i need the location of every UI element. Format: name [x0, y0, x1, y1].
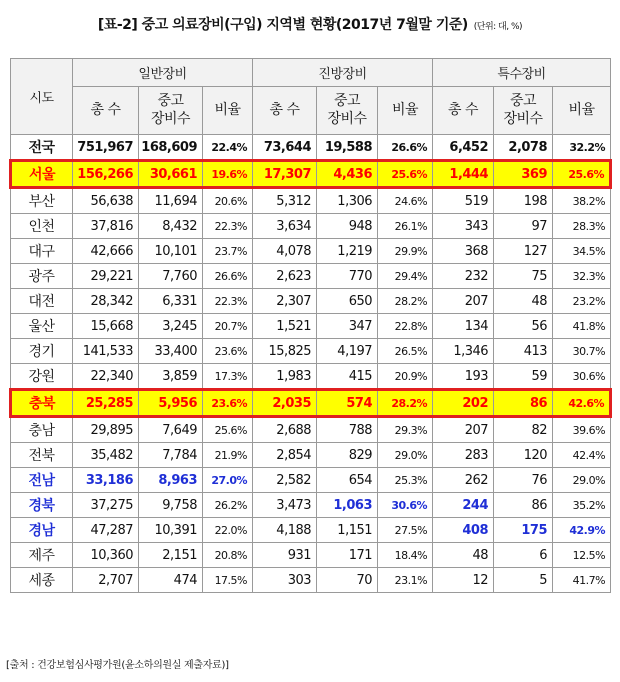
value-cell: 41.8%: [553, 314, 611, 339]
value-cell: 7,760: [139, 264, 203, 289]
value-cell: 27.5%: [378, 518, 433, 543]
value-cell: 156,266: [73, 161, 139, 188]
value-cell: 24.6%: [378, 188, 433, 214]
value-cell: 28.2%: [378, 390, 433, 417]
value-cell: 7,784: [139, 443, 203, 468]
region-cell: 대전: [11, 289, 73, 314]
source-note: [출처 : 건강보험심사평가원(윤소하의원실 제출자료)]: [6, 660, 229, 671]
table-row: [11, 239, 611, 264]
value-cell: 262: [433, 468, 494, 493]
header-sub-used: 중고 장비수: [317, 87, 378, 135]
value-cell: 26.6%: [203, 264, 253, 289]
table-row: [11, 390, 611, 417]
table-row: [11, 417, 611, 443]
value-cell: 20.6%: [203, 188, 253, 214]
table-row: [11, 289, 611, 314]
header-sub-total: 총 수: [433, 87, 494, 135]
value-cell: 23.1%: [378, 568, 433, 593]
value-cell: 369: [494, 161, 553, 188]
value-cell: 7,649: [139, 417, 203, 443]
value-cell: 3,473: [253, 493, 317, 518]
region-cell: 전북: [11, 443, 73, 468]
value-cell: 42.4%: [553, 443, 611, 468]
value-cell: 38.2%: [553, 188, 611, 214]
value-cell: 39.6%: [553, 417, 611, 443]
value-cell: 8,432: [139, 214, 203, 239]
value-cell: 19,588: [317, 135, 378, 161]
value-cell: 20.7%: [203, 314, 253, 339]
value-cell: 29.3%: [378, 417, 433, 443]
region-cell: 울산: [11, 314, 73, 339]
value-cell: 56,638: [73, 188, 139, 214]
value-cell: 25.3%: [378, 468, 433, 493]
header-sub-total: 총 수: [253, 87, 317, 135]
table-row: [11, 264, 611, 289]
value-cell: 175: [494, 518, 553, 543]
value-cell: 30.6%: [378, 493, 433, 518]
value-cell: 28.2%: [378, 289, 433, 314]
value-cell: 8,963: [139, 468, 203, 493]
value-cell: 70: [317, 568, 378, 593]
value-cell: 10,360: [73, 543, 139, 568]
value-cell: 22.3%: [203, 289, 253, 314]
value-cell: 86: [494, 390, 553, 417]
value-cell: 408: [433, 518, 494, 543]
value-cell: 343: [433, 214, 494, 239]
value-cell: 207: [433, 417, 494, 443]
table-row: [11, 443, 611, 468]
value-cell: 21.9%: [203, 443, 253, 468]
value-cell: 2,623: [253, 264, 317, 289]
value-cell: 2,688: [253, 417, 317, 443]
value-cell: 12: [433, 568, 494, 593]
table-row: [11, 468, 611, 493]
header-sub-ratio: 비율: [553, 87, 611, 135]
value-cell: 654: [317, 468, 378, 493]
value-cell: 1,444: [433, 161, 494, 188]
value-cell: 2,707: [73, 568, 139, 593]
value-cell: 207: [433, 289, 494, 314]
value-cell: 28,342: [73, 289, 139, 314]
value-cell: 6: [494, 543, 553, 568]
value-cell: 15,668: [73, 314, 139, 339]
value-cell: 283: [433, 443, 494, 468]
value-cell: 41.7%: [553, 568, 611, 593]
value-cell: 20.9%: [378, 364, 433, 390]
value-cell: 35,482: [73, 443, 139, 468]
table-title: [0, 14, 620, 34]
value-cell: 415: [317, 364, 378, 390]
header-group-general: 일반장비: [73, 59, 253, 87]
value-cell: 27.0%: [203, 468, 253, 493]
value-cell: 4,188: [253, 518, 317, 543]
value-cell: 18.4%: [378, 543, 433, 568]
value-cell: 23.6%: [203, 339, 253, 364]
value-cell: 37,816: [73, 214, 139, 239]
value-cell: 1,219: [317, 239, 378, 264]
value-cell: 303: [253, 568, 317, 593]
value-cell: 574: [317, 390, 378, 417]
value-cell: 29.0%: [553, 468, 611, 493]
value-cell: 26.6%: [378, 135, 433, 161]
value-cell: 2,078: [494, 135, 553, 161]
value-cell: 413: [494, 339, 553, 364]
header-sub-total: 총 수: [73, 87, 139, 135]
value-cell: 17,307: [253, 161, 317, 188]
table-row: [11, 518, 611, 543]
value-cell: 75: [494, 264, 553, 289]
value-cell: 1,346: [433, 339, 494, 364]
header-sub-used: 중고 장비수: [139, 87, 203, 135]
region-cell: 전국: [11, 135, 73, 161]
title-text: [표-2] 중고 의료장비(구입) 지역별 현황(2017년 7월말 기준): [97, 17, 468, 33]
table-row: [11, 493, 611, 518]
value-cell: 86: [494, 493, 553, 518]
equipment-table: [9, 58, 612, 593]
value-cell: 17.3%: [203, 364, 253, 390]
value-cell: 2,035: [253, 390, 317, 417]
value-cell: 3,859: [139, 364, 203, 390]
region-cell: 대구: [11, 239, 73, 264]
table-row: [11, 214, 611, 239]
value-cell: 97: [494, 214, 553, 239]
value-cell: 1,521: [253, 314, 317, 339]
value-cell: 76: [494, 468, 553, 493]
value-cell: 32.3%: [553, 264, 611, 289]
value-cell: 29.0%: [378, 443, 433, 468]
value-cell: 48: [433, 543, 494, 568]
value-cell: 19.6%: [203, 161, 253, 188]
unit-note: (단위: 대, %): [473, 22, 523, 32]
value-cell: 120: [494, 443, 553, 468]
value-cell: 25,285: [73, 390, 139, 417]
value-cell: 12.5%: [553, 543, 611, 568]
value-cell: 9,758: [139, 493, 203, 518]
value-cell: 25.6%: [553, 161, 611, 188]
value-cell: 29.9%: [378, 239, 433, 264]
value-cell: 20.8%: [203, 543, 253, 568]
header-sub-ratio: 비율: [203, 87, 253, 135]
value-cell: 347: [317, 314, 378, 339]
value-cell: 4,197: [317, 339, 378, 364]
value-cell: 22.8%: [378, 314, 433, 339]
value-cell: 1,151: [317, 518, 378, 543]
value-cell: 59: [494, 364, 553, 390]
header-sido: 시도: [11, 59, 73, 135]
value-cell: 168,609: [139, 135, 203, 161]
table-row: [11, 568, 611, 593]
value-cell: 6,452: [433, 135, 494, 161]
value-cell: 22.4%: [203, 135, 253, 161]
value-cell: 134: [433, 314, 494, 339]
region-cell: 부산: [11, 188, 73, 214]
value-cell: 22,340: [73, 364, 139, 390]
value-cell: 17.5%: [203, 568, 253, 593]
value-cell: 5: [494, 568, 553, 593]
value-cell: 15,825: [253, 339, 317, 364]
table-row: [11, 135, 611, 161]
value-cell: 32.2%: [553, 135, 611, 161]
value-cell: 10,391: [139, 518, 203, 543]
value-cell: 22.3%: [203, 214, 253, 239]
value-cell: 30,661: [139, 161, 203, 188]
value-cell: 5,956: [139, 390, 203, 417]
value-cell: 23.7%: [203, 239, 253, 264]
value-cell: 232: [433, 264, 494, 289]
value-cell: 948: [317, 214, 378, 239]
value-cell: 5,312: [253, 188, 317, 214]
value-cell: 34.5%: [553, 239, 611, 264]
value-cell: 10,101: [139, 239, 203, 264]
region-cell: 충북: [11, 390, 73, 417]
value-cell: 42.6%: [553, 390, 611, 417]
value-cell: 474: [139, 568, 203, 593]
table-row: [11, 188, 611, 214]
value-cell: 931: [253, 543, 317, 568]
value-cell: 48: [494, 289, 553, 314]
value-cell: 30.7%: [553, 339, 611, 364]
value-cell: 3,634: [253, 214, 317, 239]
header-sub-ratio: 비율: [378, 87, 433, 135]
value-cell: 35.2%: [553, 493, 611, 518]
value-cell: 650: [317, 289, 378, 314]
value-cell: 368: [433, 239, 494, 264]
value-cell: 202: [433, 390, 494, 417]
value-cell: 26.1%: [378, 214, 433, 239]
value-cell: 29,895: [73, 417, 139, 443]
region-cell: 세종: [11, 568, 73, 593]
value-cell: 2,151: [139, 543, 203, 568]
value-cell: 28.3%: [553, 214, 611, 239]
region-cell: 충남: [11, 417, 73, 443]
value-cell: 127: [494, 239, 553, 264]
region-cell: 인천: [11, 214, 73, 239]
header-group-special: 특수장비: [433, 59, 611, 87]
value-cell: 30.6%: [553, 364, 611, 390]
value-cell: 770: [317, 264, 378, 289]
value-cell: 751,967: [73, 135, 139, 161]
value-cell: 788: [317, 417, 378, 443]
value-cell: 244: [433, 493, 494, 518]
value-cell: 26.5%: [378, 339, 433, 364]
value-cell: 56: [494, 314, 553, 339]
value-cell: 2,854: [253, 443, 317, 468]
value-cell: 73,644: [253, 135, 317, 161]
value-cell: 42.9%: [553, 518, 611, 543]
value-cell: 11,694: [139, 188, 203, 214]
value-cell: 25.6%: [378, 161, 433, 188]
value-cell: 171: [317, 543, 378, 568]
region-cell: 경기: [11, 339, 73, 364]
value-cell: 37,275: [73, 493, 139, 518]
value-cell: 1,306: [317, 188, 378, 214]
value-cell: 141,533: [73, 339, 139, 364]
header-sub-used: 중고 장비수: [494, 87, 553, 135]
region-cell: 광주: [11, 264, 73, 289]
value-cell: 29.4%: [378, 264, 433, 289]
value-cell: 1,983: [253, 364, 317, 390]
region-cell: 경남: [11, 518, 73, 543]
value-cell: 198: [494, 188, 553, 214]
value-cell: 22.0%: [203, 518, 253, 543]
table-row: [11, 364, 611, 390]
value-cell: 82: [494, 417, 553, 443]
table-row: [11, 161, 611, 188]
value-cell: 4,436: [317, 161, 378, 188]
region-cell: 전남: [11, 468, 73, 493]
value-cell: 4,078: [253, 239, 317, 264]
value-cell: 519: [433, 188, 494, 214]
value-cell: 23.2%: [553, 289, 611, 314]
value-cell: 47,287: [73, 518, 139, 543]
region-cell: 강원: [11, 364, 73, 390]
table-row: [11, 339, 611, 364]
value-cell: 26.2%: [203, 493, 253, 518]
value-cell: 6,331: [139, 289, 203, 314]
table-row: [11, 314, 611, 339]
value-cell: 25.6%: [203, 417, 253, 443]
value-cell: 23.6%: [203, 390, 253, 417]
value-cell: 29,221: [73, 264, 139, 289]
value-cell: 2,307: [253, 289, 317, 314]
region-cell: 경북: [11, 493, 73, 518]
value-cell: 42,666: [73, 239, 139, 264]
value-cell: 2,582: [253, 468, 317, 493]
value-cell: 33,400: [139, 339, 203, 364]
region-cell: 제주: [11, 543, 73, 568]
value-cell: 3,245: [139, 314, 203, 339]
value-cell: 1,063: [317, 493, 378, 518]
table-row: [11, 543, 611, 568]
value-cell: 33,186: [73, 468, 139, 493]
region-cell: 서울: [11, 161, 73, 188]
value-cell: 193: [433, 364, 494, 390]
value-cell: 829: [317, 443, 378, 468]
header-group-diagnostic: 진방장비: [253, 59, 433, 87]
